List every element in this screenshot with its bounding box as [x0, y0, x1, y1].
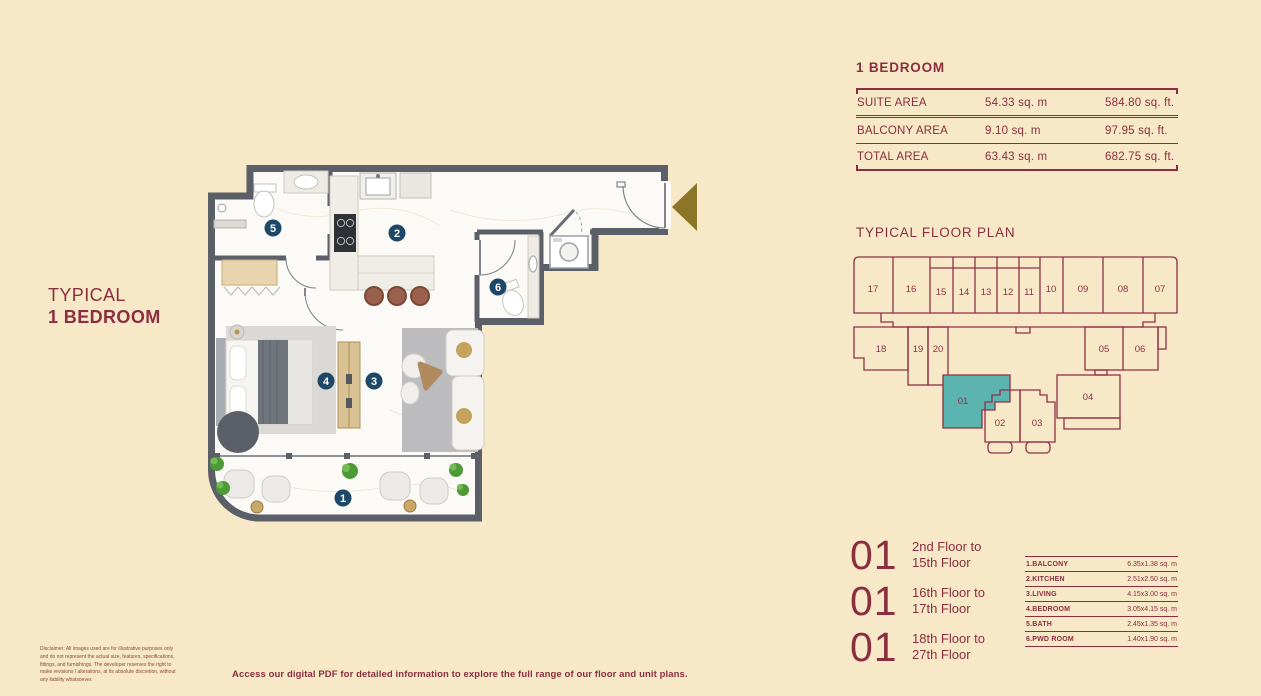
- unit-floor-plan: [200, 160, 700, 535]
- svg-text:10: 10: [1045, 284, 1057, 295]
- svg-text:3: 3: [370, 376, 378, 388]
- svg-text:01: 01: [957, 396, 969, 407]
- svg-text:13: 13: [980, 287, 992, 298]
- table-rule-bottom: [856, 169, 1178, 171]
- svg-text:16: 16: [905, 284, 917, 295]
- bath-sink: [294, 175, 318, 189]
- living-room: [401, 328, 484, 452]
- svg-text:04: 04: [1082, 392, 1094, 403]
- table-row: 5.BATH 2.45x1.35 sq. m: [1025, 617, 1178, 632]
- svg-text:4: 4: [322, 376, 330, 388]
- table-row: TOTAL AREA 63.43 sq. m 682.75 sq. ft.: [857, 151, 1175, 163]
- svg-text:15: 15: [935, 287, 947, 298]
- area-table: [856, 88, 1178, 171]
- svg-text:20: 20: [932, 344, 944, 355]
- badge-kitchen: [389, 225, 406, 242]
- bed-headboard: [216, 338, 226, 426]
- stove: [334, 214, 356, 252]
- badge-living: [366, 373, 383, 390]
- table-row: 1.BALCONY 6.35x1.38 sq. m: [1025, 556, 1178, 572]
- typical-floor-plan-title: TYPICAL FLOOR PLAN: [856, 225, 1016, 240]
- closet-cabinet: [222, 260, 277, 285]
- unit-number: 01: [850, 623, 898, 670]
- kitchen-appliance: [400, 173, 431, 198]
- room-dimensions-table: [1025, 556, 1178, 647]
- svg-text:18: 18: [875, 344, 887, 355]
- bar-stools: [365, 287, 429, 305]
- floor-listing-row: 01 16th Floor to 17th Floor: [850, 577, 985, 624]
- floor-listing-row: 01 2nd Floor to 15th Floor: [850, 531, 982, 578]
- page-title: [48, 284, 161, 328]
- page-title-line2: 1 BEDROOM: [48, 307, 161, 327]
- floor-listing-row: 01 18th Floor to 27th Floor: [850, 623, 985, 670]
- badge-pwd: [490, 279, 507, 296]
- table-row: 6.PWD ROOM 1.40x1.90 sq. m: [1025, 632, 1178, 647]
- table-row: 2.KITCHEN 2.51x2.50 sq. m: [1025, 572, 1178, 587]
- svg-text:02: 02: [994, 418, 1006, 429]
- svg-text:2: 2: [393, 228, 401, 240]
- unit-number: 01: [850, 577, 898, 624]
- svg-text:12: 12: [1002, 287, 1014, 298]
- bath-toilet: [254, 191, 274, 217]
- footer-note: Access our digital PDF for detailed information to explore the full range of our floor and unit plans.: [232, 669, 688, 680]
- unit-labels: [868, 284, 1166, 429]
- table-row: 4.BEDROOM 3.05x4.15 sq. m: [1025, 602, 1178, 617]
- svg-text:07: 07: [1154, 284, 1166, 295]
- svg-text:19: 19: [912, 344, 924, 355]
- disclaimer-text: Disclaimer: All images used are for illustrative purposes only and do not represent the actual size, features, specifications, fittings, and furnishings. The developer reserves the right to make revisions / alterations, at its absolute discretion, without any liability whatsoever.: [40, 646, 176, 684]
- svg-text:5: 5: [269, 223, 277, 235]
- svg-text:09: 09: [1077, 284, 1089, 295]
- area-table-header: 1 BEDROOM: [856, 60, 945, 75]
- svg-text:14: 14: [958, 287, 970, 298]
- page-title-line1: TYPICAL: [48, 285, 126, 305]
- svg-text:6: 6: [494, 282, 502, 294]
- unit-number: 01: [850, 531, 898, 578]
- structural-column: [217, 411, 259, 453]
- divider-wardrobe: [338, 342, 360, 428]
- badge-bath: [265, 220, 282, 237]
- svg-text:05: 05: [1098, 344, 1110, 355]
- svg-text:1: 1: [339, 493, 347, 505]
- svg-text:17: 17: [867, 284, 879, 295]
- table-rule-top: [856, 88, 1178, 90]
- badge-balcony: [335, 490, 352, 507]
- table-row: BALCONY AREA 9.10 sq. m 97.95 sq. ft.: [856, 118, 1178, 144]
- table-row: 3.LIVING 4.15x3.00 sq. m: [1025, 587, 1178, 602]
- svg-text:11: 11: [1024, 287, 1034, 298]
- svg-text:06: 06: [1134, 344, 1146, 355]
- entrance-arrow-icon: [672, 183, 697, 231]
- table-row: SUITE AREA 54.33 sq. m 584.80 sq. ft.: [856, 90, 1178, 118]
- floor-listings: [850, 532, 985, 670]
- badge-bedroom: [318, 373, 335, 390]
- svg-text:03: 03: [1031, 418, 1043, 429]
- svg-text:08: 08: [1117, 284, 1129, 295]
- building-key-plan: [848, 252, 1185, 464]
